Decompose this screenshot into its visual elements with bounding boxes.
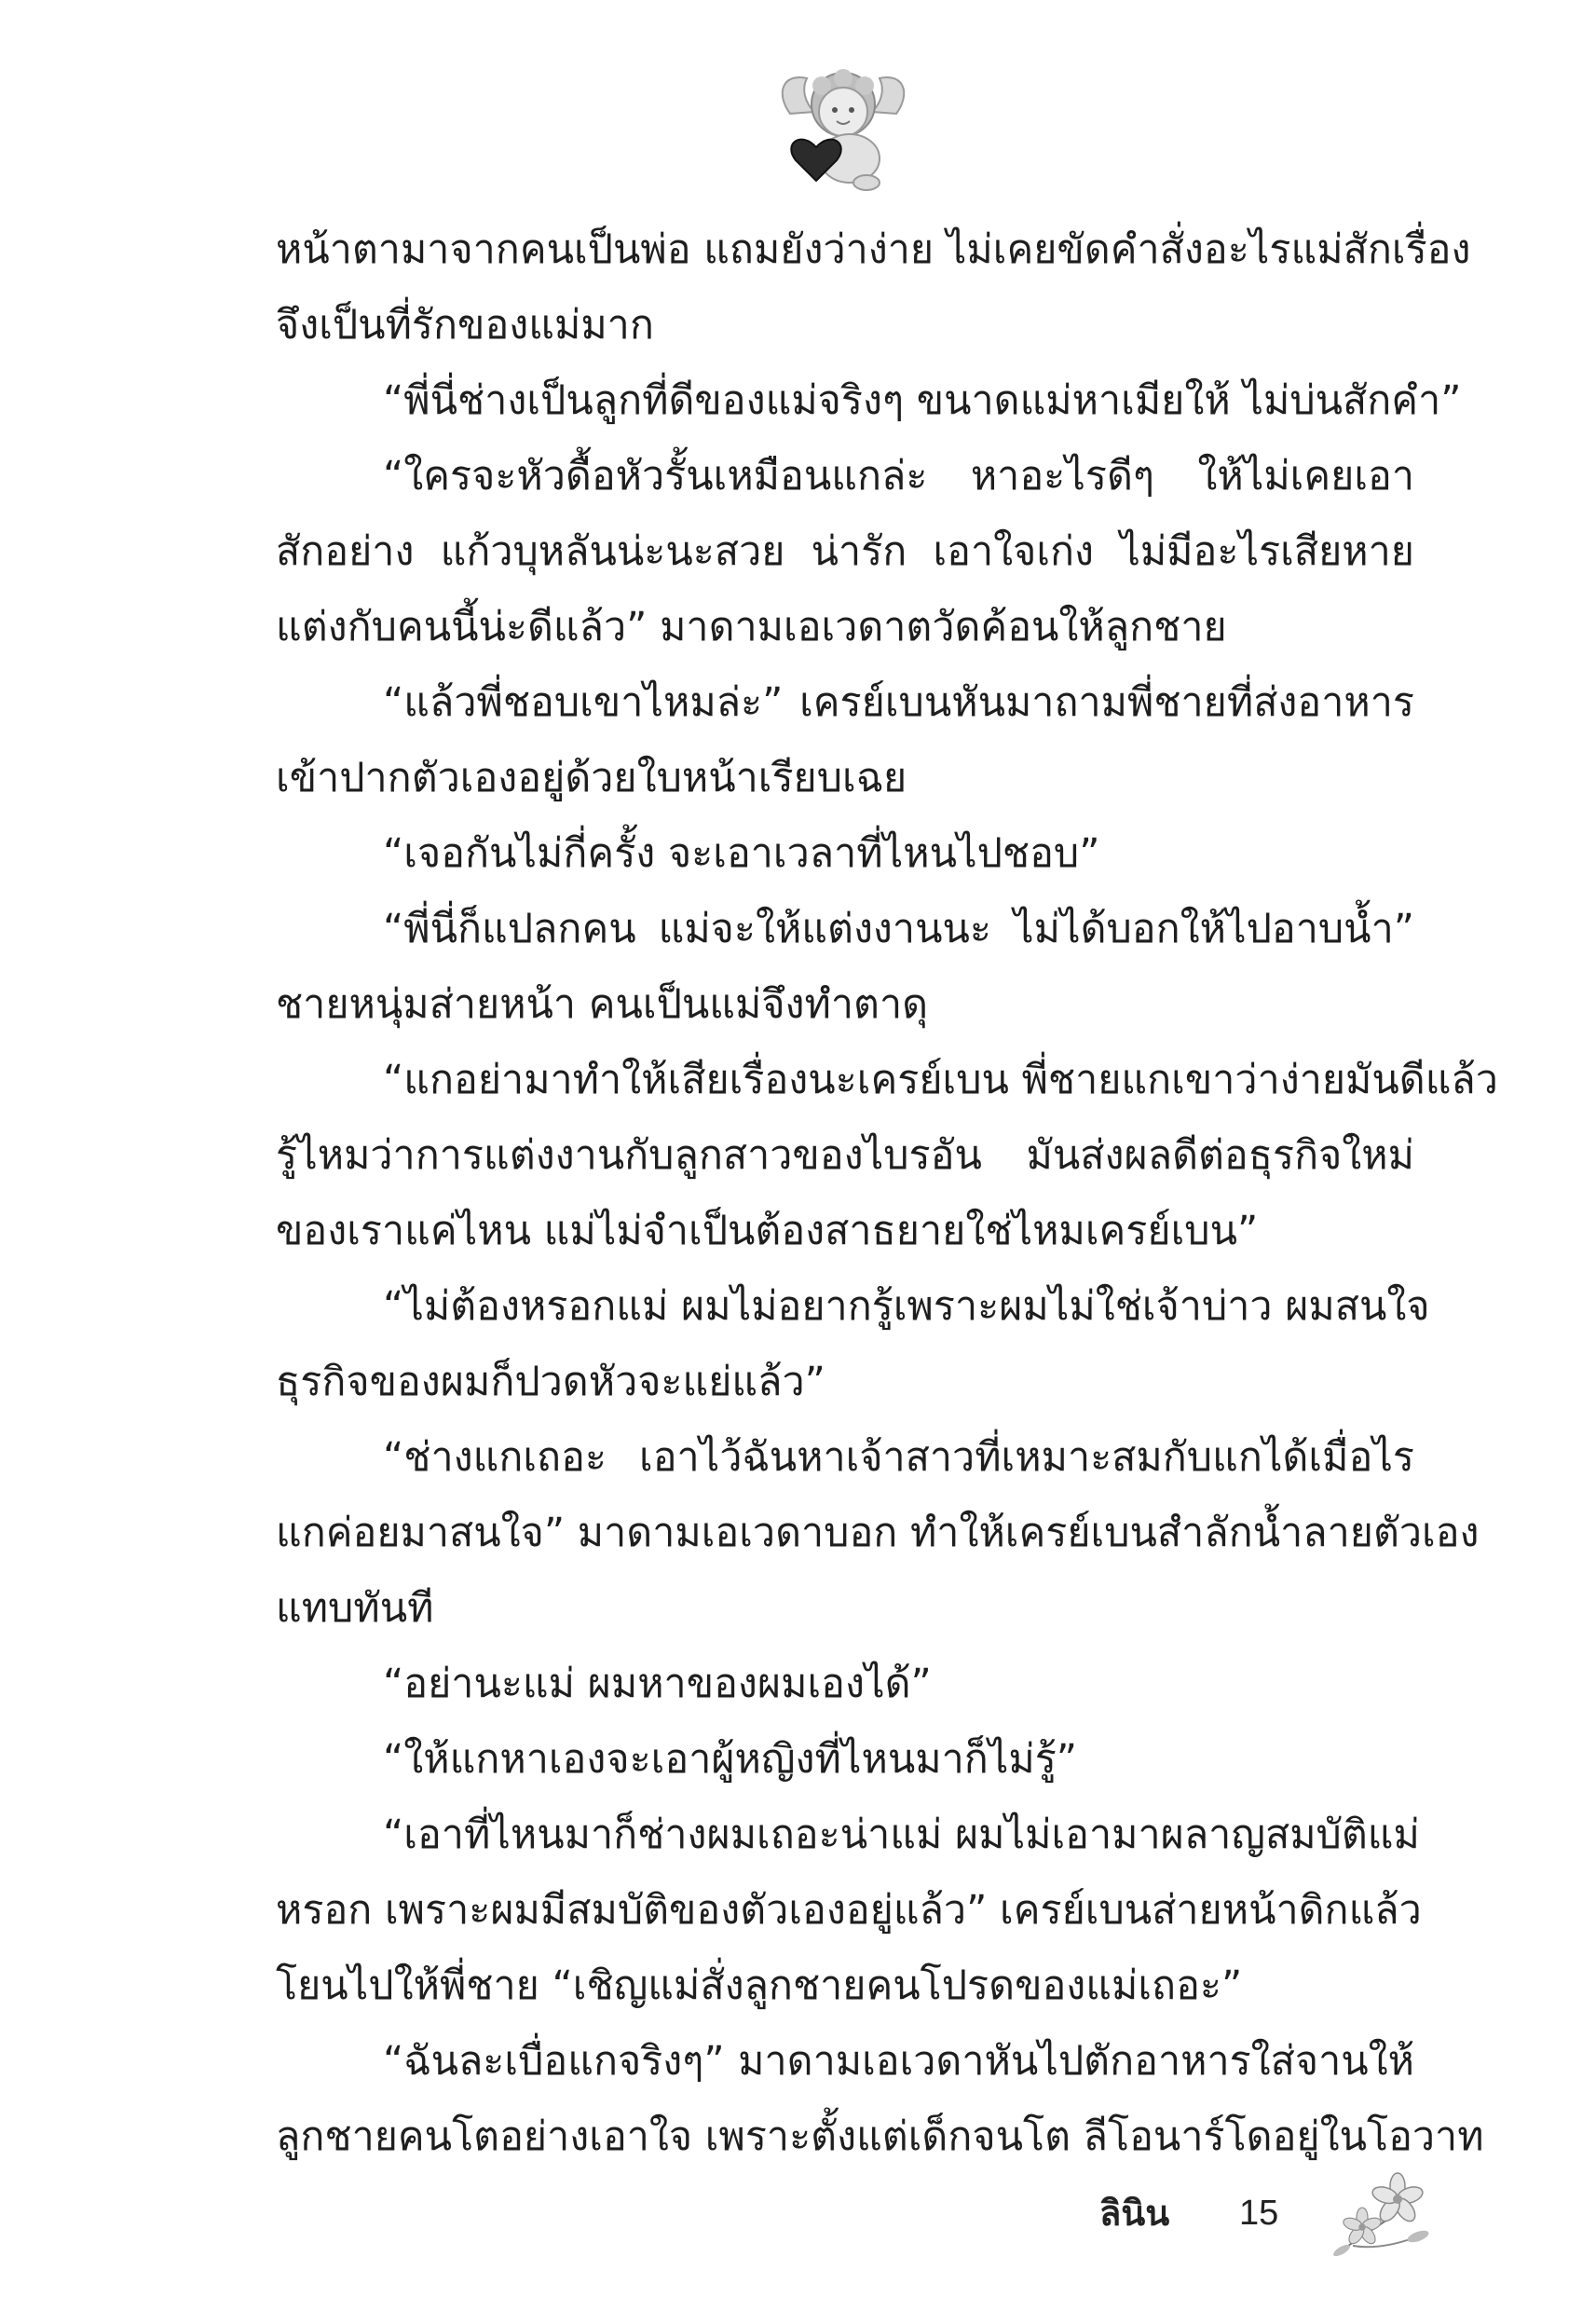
page-footer <box>1099 2162 1435 2274</box>
text-line: ลูกชายคนโตอย่างเอาใจ เพราะตั้งแต่เด็กจนโต ลีโอนาร์โดอยู่ในโอวาท <box>276 2113 1484 2160</box>
text-line: แกค่อยมาสนใจ” มาดามเอเวดาบอก ทำให้เครย์เบนสำลักน้ำลายตัวเอง <box>276 1510 1480 1556</box>
book-title: ลินิน <box>1099 2193 1170 2234</box>
text-line: “เจอกันไม่กี่ครั้ง จะเอาเวลาที่ไหนไปชอบ” <box>383 830 1100 877</box>
text-line: หน้าตามาจากคนเป็นพ่อ แถมยังว่าง่าย ไม่เคยขัดคำสั่งอะไรแม่สักเรื่อง <box>276 226 1471 273</box>
text-line: ของเราแค่ไหน แม่ไม่จำเป็นต้องสาธยายใช่ไหมเครย์เบน” <box>276 1208 1259 1254</box>
text-line: “ช่างแกเถอะ เอาไว้ฉันหาเจ้าสาวที่เหมาะสมกับแกได้เมื่อไร <box>383 1434 1414 1481</box>
text-line: แทบทันที <box>276 1585 434 1632</box>
text-line: รู้ไหมว่าการแต่งงานกับลูกสาวของไบรอัน มันส่งผลดีต่อธุรกิจใหม่ <box>276 1132 1414 1179</box>
text-line: หรอก เพราะผมมีสมบัติของตัวเองอยู่แล้ว” เครย์เบนส่ายหน้าดิกแล้ว <box>276 1887 1422 1934</box>
text-line: “พี่นี่ช่างเป็นลูกที่ดีของแม่จริงๆ ขนาดแม่หาเมียให้ ไม่บ่นสักคำ” <box>383 377 1462 424</box>
text-line: “ให้แกหาเองจะเอาผู้หญิงที่ไหนมาก็ไม่รู้” <box>383 1736 1078 1783</box>
text-line: “ใครจะหัวดื้อหัวรั้นเหมือนแกล่ะ หาอะไรดีๆ ให้ไม่เคยเอา <box>383 453 1414 499</box>
text-line: “พี่นี่ก็แปลกคน แม่จะให้แต่งงานนะ ไม่ได้บอกให้ไปอาบน้ำ” <box>383 906 1414 952</box>
text-line: “ไม่ต้องหรอกแม่ ผมไม่อยากรู้เพราะผมไม่ใช่เจ้าบ่าว ผมสนใจ <box>383 1283 1430 1330</box>
text-line: เข้าปากตัวเองอยู่ด้วยใบหน้าเรียบเฉย <box>276 755 907 801</box>
text-line: “เอาที่ไหนมาก็ช่างผมเถอะน่าแม่ ผมไม่เอามาผลาญสมบัติแม่ <box>383 1812 1420 1858</box>
text-line: ธุรกิจของผมก็ปวดหัวจะแย่แล้ว” <box>276 1359 825 1405</box>
text-line: จึงเป็นที่รักของแม่มาก <box>276 302 654 349</box>
text-line: “ฉันละเบื่อแกจริงๆ” มาดามเอเวดาหันไปตักอาหารใส่จานให้ <box>383 2038 1414 2085</box>
text-line: “อย่านะแม่ ผมหาของผมเองได้” <box>383 1661 932 1707</box>
body-text <box>276 212 1498 2175</box>
text-line: แต่งกับคนนี้น่ะดีแล้ว” มาดามเอเวดาตวัดค้อนให้ลูกชาย <box>276 604 1227 650</box>
page-number: 15 <box>1239 2194 1279 2233</box>
text-line: ชายหนุ่มส่ายหน้า คนเป็นแม่จึงทำตาดุ <box>276 981 929 1028</box>
text-line: “แล้วพี่ชอบเขาไหมล่ะ” เครย์เบนหันมาถามพี่ชายที่ส่งอาหาร <box>383 679 1414 726</box>
cupid-holding-heart-icon <box>773 65 913 196</box>
flower-icon <box>1325 2162 1437 2264</box>
text-line: สักอย่าง แก้วบุหลันน่ะนะสวย น่ารัก เอาใจเก่ง ไม่มีอะไรเสียหาย <box>276 528 1414 575</box>
text-line: โยนไปให้พี่ชาย “เชิญแม่สั่งลูกชายคนโปรดของแม่เถอะ” <box>276 1962 1243 2009</box>
text-line: “แกอย่ามาทำให้เสียเรื่องนะเครย์เบน พี่ชายแกเขาว่าง่ายมันดีแล้ว <box>383 1057 1498 1103</box>
